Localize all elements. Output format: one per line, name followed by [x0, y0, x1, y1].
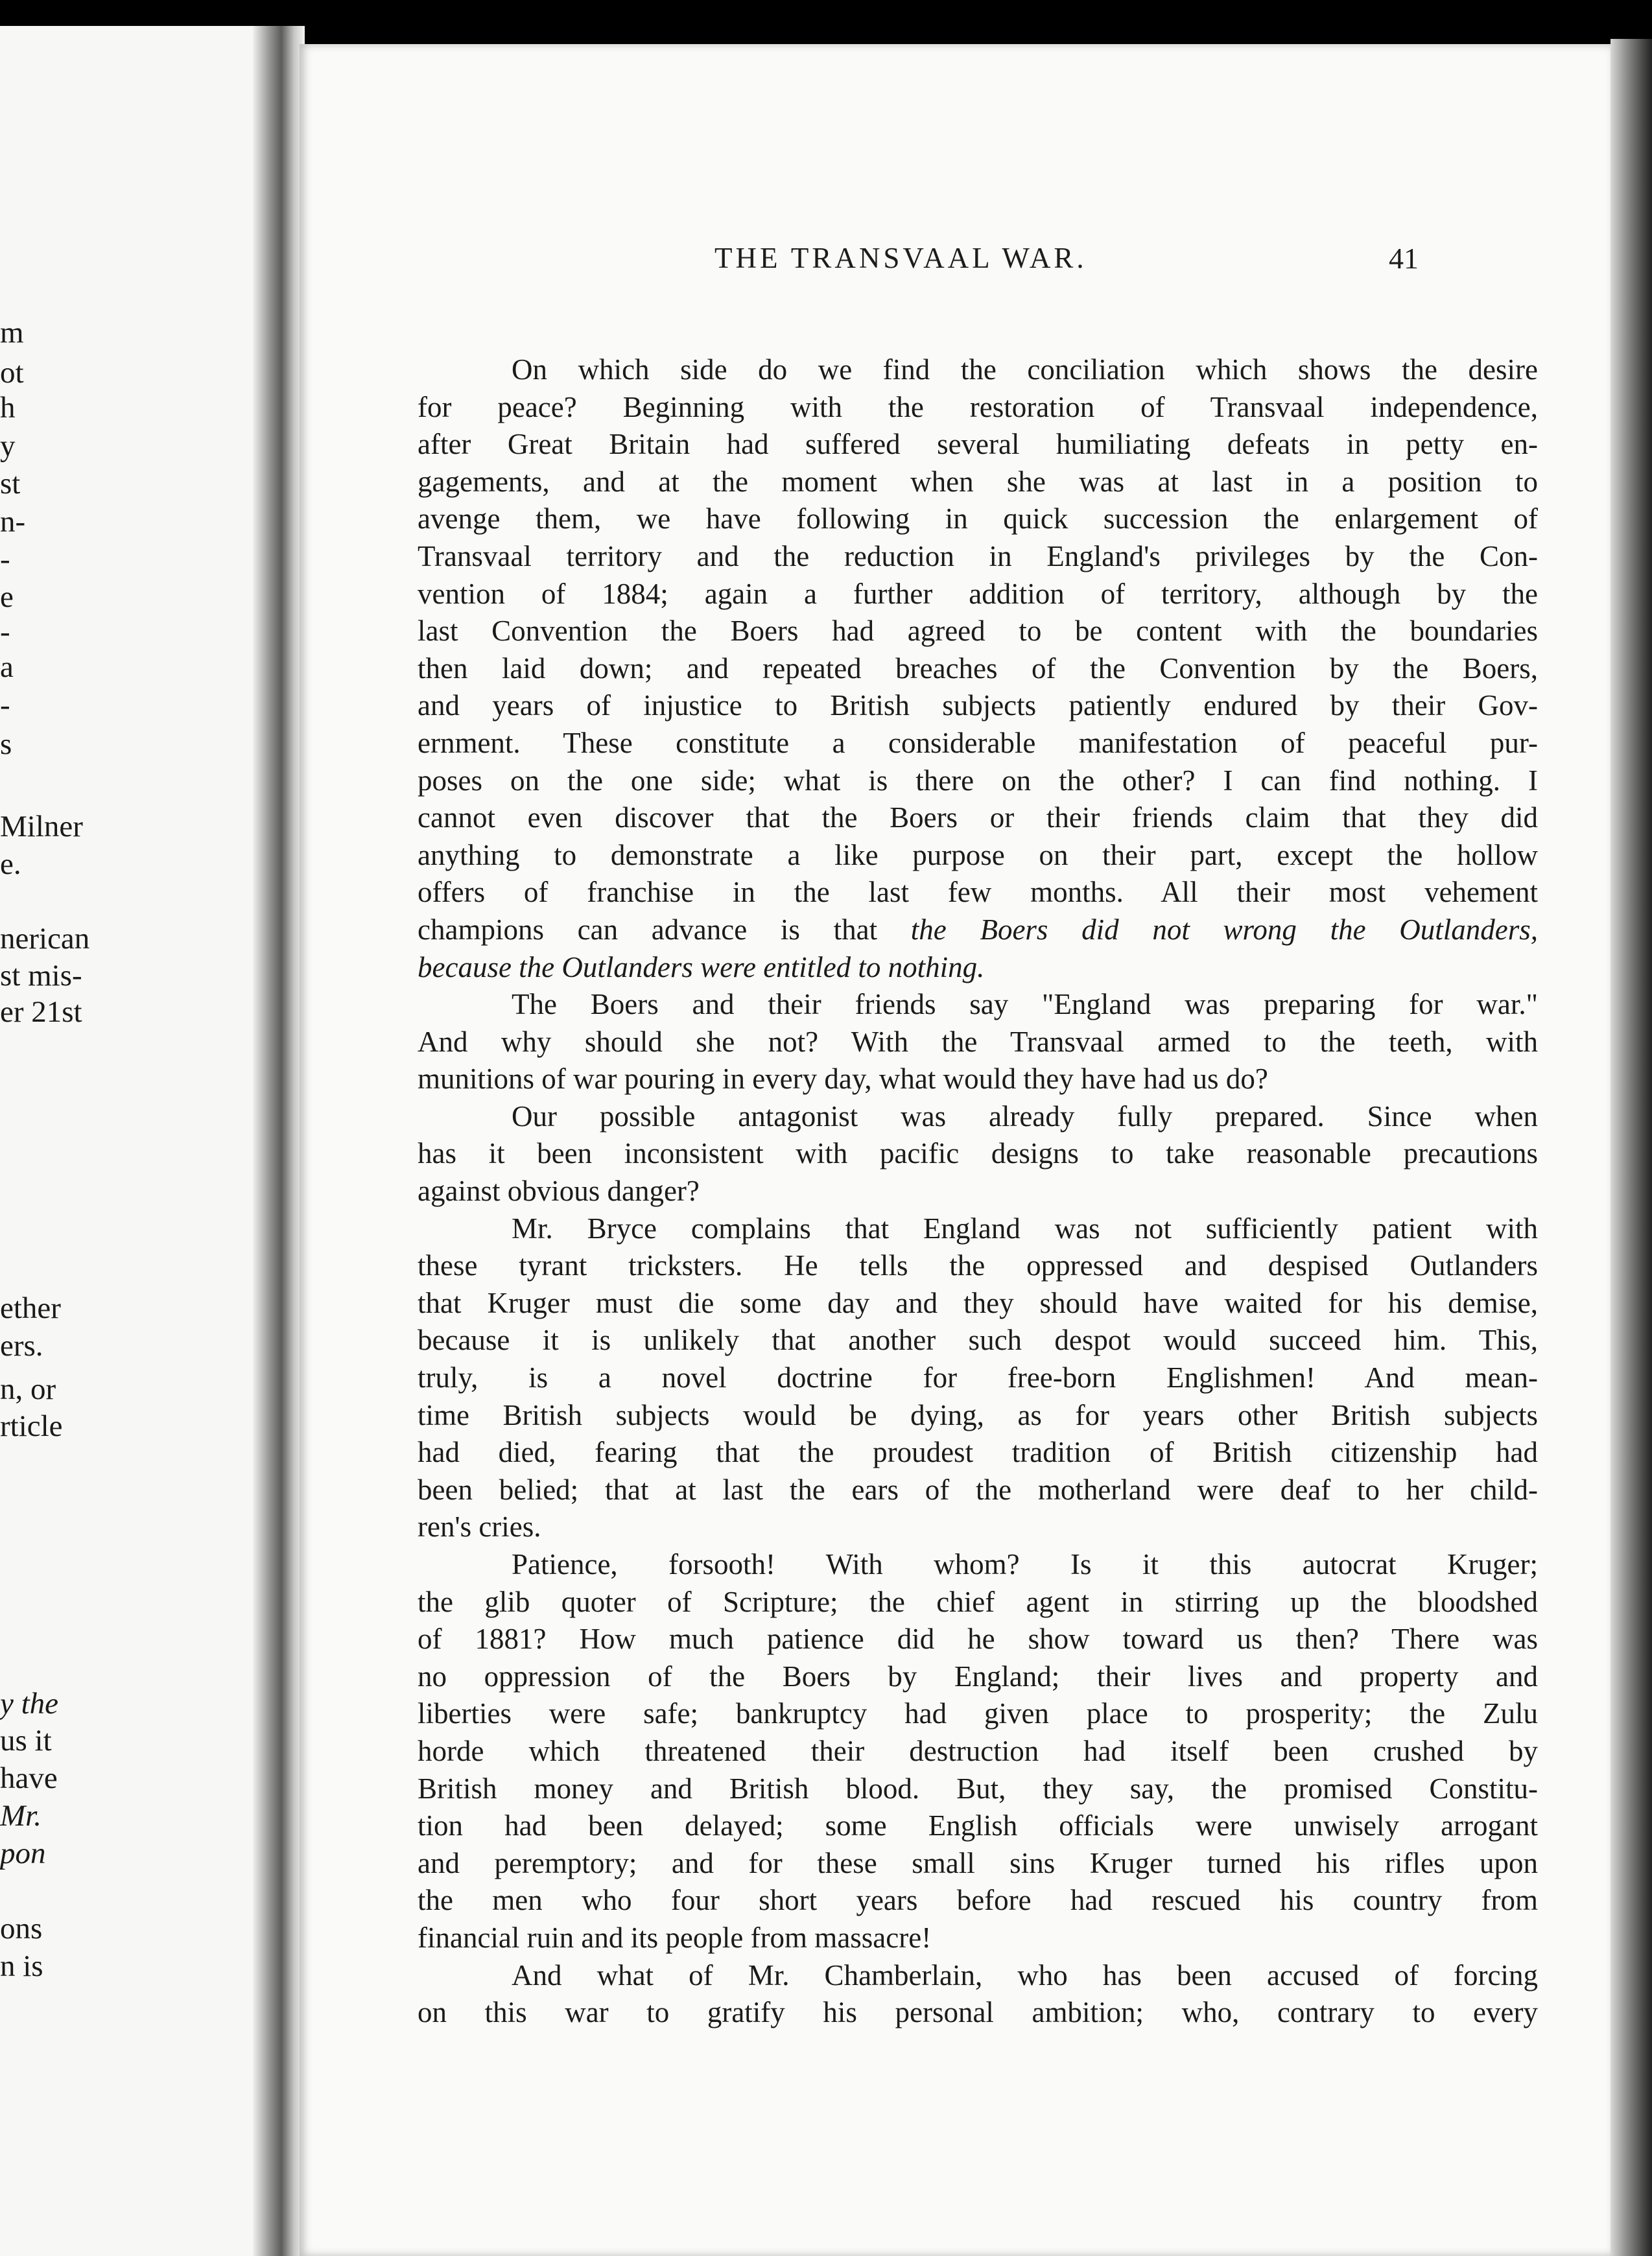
left-page-fragment: st mis-: [0, 959, 82, 993]
book-gutter: [253, 26, 305, 2256]
left-page-fragment: rticle: [0, 1409, 63, 1443]
text-line: financial ruin and its people from massacre!: [418, 1921, 932, 1954]
left-page-fragment: y: [0, 429, 16, 463]
left-page-fragment: h: [0, 391, 16, 425]
previous-page-edge: [0, 26, 271, 2256]
text-line: offers of franchise in the last few months. All their most vehement: [418, 876, 1538, 909]
text-span: champions can advance is that: [418, 913, 878, 946]
text-line: last Convention the Boers had agreed to be content with the boundaries: [418, 615, 1538, 648]
text-line: And why should she not? With the Transvaal armed to the teeth, with: [418, 1025, 1538, 1058]
text-line: Transvaal territory and the reduction in England's privileges by the Con-: [418, 539, 1538, 572]
text-line: against obvious danger?: [418, 1175, 700, 1208]
left-page-fragment: -: [0, 543, 10, 576]
left-page-fragment: n-: [0, 505, 26, 539]
text-line: Mr. Bryce complains that England was not sufficiently patient with: [512, 1212, 1538, 1245]
body-text: [418, 351, 1538, 2032]
text-line: truly, is a novel doctrine for free-born Englishmen! And mean-: [418, 1361, 1538, 1394]
text-line: The Boers and their friends say "England was preparing for war.": [512, 988, 1538, 1021]
text-line: avenge them, we have following in quick succession the enlargement of: [418, 502, 1538, 535]
text-line: poses on the one side; what is there on the other? I can find nothing. I: [418, 764, 1538, 797]
left-page-fragment: st: [0, 467, 21, 500]
book-page: [300, 44, 1611, 2256]
page-number: 41: [1389, 242, 1419, 275]
left-page-fragment: -: [0, 615, 10, 649]
text-line: British money and British blood. But, they say, the promised Constitu-: [418, 1772, 1538, 1805]
text-line: Patience, forsooth! With whom? Is it this autocrat Kruger;: [512, 1548, 1538, 1580]
text-line: that Kruger must die some day and they should have waited for his demise,: [418, 1286, 1538, 1319]
text-line: tion had been delayed; some English officials were unwisely arrogant: [418, 1809, 1538, 1842]
text-line: [418, 949, 1538, 987]
left-page-fragment: have: [0, 1761, 58, 1795]
text-line: because it is unlikely that another such despot would succeed him. This,: [418, 1324, 1538, 1357]
text-line: no oppression of the Boers by England; their lives and property and: [418, 1660, 1538, 1693]
text-line: cannot even discover that the Boers or their friends claim that they did: [418, 801, 1538, 834]
text-line: been belied; that at last the ears of the motherland were deaf to her child-: [418, 1473, 1538, 1506]
text-line: Our possible antagonist was already fully prepared. Since when: [512, 1099, 1538, 1133]
left-page-fragment: y the: [0, 1687, 59, 1721]
text-line: ernment. These constitute a considerable manifestation of peaceful pur-: [418, 726, 1538, 759]
left-page-fragment: us it: [0, 1724, 52, 1757]
text-line: then laid down; and repeated breaches of the Convention by the Boers,: [418, 652, 1538, 685]
left-page-fragment: n, or: [0, 1372, 56, 1406]
text-line: liberties were safe; bankruptcy had given place to prosperity; the Zulu: [418, 1697, 1538, 1730]
text-line: anything to demonstrate a like purpose on their part, except the hollow: [418, 838, 1538, 871]
text-line: ren's cries.: [418, 1510, 541, 1544]
text-line: And what of Mr. Chamberlain, who has been accused of forcing: [512, 1958, 1538, 1992]
text-line: on this war to gratify his personal ambition; who, contrary to every: [418, 1996, 1538, 2029]
text-line: munitions of war pouring in every day, what would they have had us do?: [418, 1063, 1268, 1096]
text-line: and peremptory; and for these small sins Kruger turned his rifles upon: [418, 1846, 1538, 1879]
text-line: after Great Britain had suffered several humiliating defeats in petty en-: [418, 428, 1538, 461]
left-page-fragment: er 21st: [0, 995, 82, 1029]
left-page-fragment: m: [0, 316, 24, 349]
left-page-fragment: ether: [0, 1291, 61, 1325]
left-page-fragment: a: [0, 650, 14, 684]
left-page-fragment: -: [0, 688, 10, 722]
text-line: of 1881? How much patience did he show toward us then? There was: [418, 1623, 1538, 1656]
text-line: On which side do we find the conciliation which shows the desire: [512, 353, 1538, 386]
text-line: horde which threatened their destruction had itself been crushed by: [418, 1734, 1538, 1767]
left-page-fragment: Milner: [0, 810, 83, 843]
text-line: has it been inconsistent with pacific designs to take reasonable precautions: [418, 1137, 1538, 1170]
text-line: [418, 911, 1538, 949]
text-line: time British subjects would be dying, as for years other British subjects: [418, 1398, 1538, 1431]
text-line: vention of 1884; again a further addition of territory, although by the: [418, 577, 1538, 610]
text-line: these tyrant tricksters. He tells the oppressed and despised Outlanders: [418, 1249, 1538, 1282]
text-line: for peace? Beginning with the restoration of Transvaal independence,: [418, 390, 1538, 423]
left-page-fragment: ons: [0, 1912, 43, 1945]
left-page-fragment: nerican: [0, 922, 90, 956]
page-edge-shadow: [1611, 39, 1652, 2256]
left-page-fragment: ot: [0, 356, 24, 390]
left-page-fragment: pon: [0, 1837, 46, 1870]
text-line: the glib quoter of Scripture; the chief agent in stirring up the bloodshed: [418, 1585, 1538, 1618]
text-line: had died, fearing that the proudest tradition of British citizenship had: [418, 1436, 1538, 1469]
text-line: gagements, and at the moment when she was at last in a position to: [418, 465, 1538, 498]
left-page-fragment: n is: [0, 1949, 43, 1983]
italic-quote: the Boers did not wrong the Outlanders,: [910, 913, 1538, 946]
italic-quote: because the Outlanders were entitled to nothing.: [418, 950, 985, 983]
left-page-fragment: s: [0, 727, 12, 761]
left-page-fragment: e.: [0, 847, 21, 881]
running-head: [300, 241, 1611, 280]
left-page-fragment: e: [0, 580, 14, 614]
running-title: THE TRANSVAAL WAR.: [714, 242, 1087, 274]
text-line: the men who four short years before had rescued his country from: [418, 1884, 1538, 1917]
left-page-fragment: Mr.: [0, 1799, 41, 1833]
text-line: and years of injustice to British subjects patiently endured by their Gov-: [418, 689, 1538, 722]
left-page-fragment: ers.: [0, 1329, 43, 1363]
